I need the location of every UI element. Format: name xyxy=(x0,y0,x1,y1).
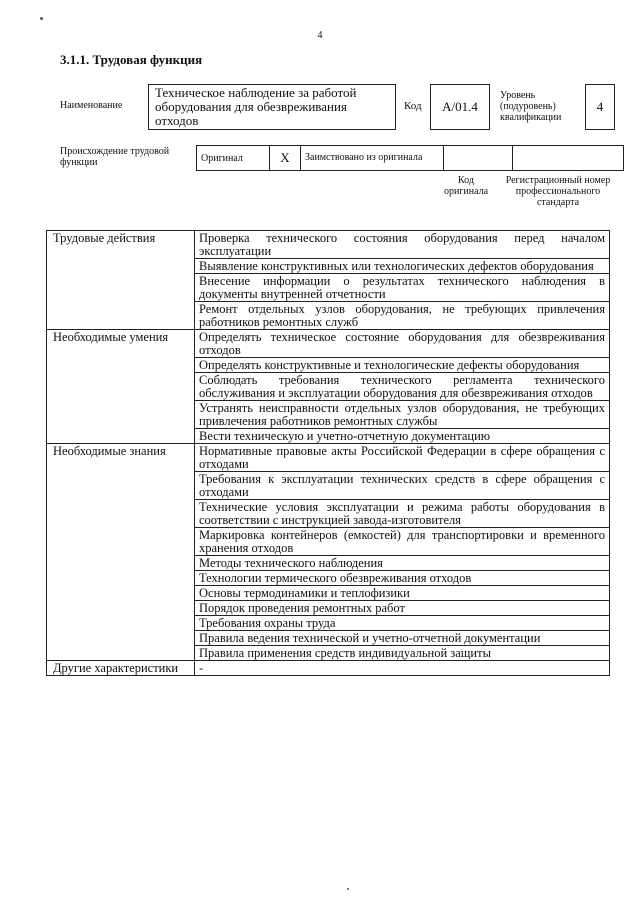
reg-number-cell xyxy=(513,146,624,171)
table-row xyxy=(47,330,610,358)
list-item: Порядок проведения ремонтных работ xyxy=(195,601,610,616)
list-item: Маркировка контейнеров (емкостей) для транспортировки и временного хранения отходов xyxy=(195,528,610,556)
qualification-level-box: 4 xyxy=(585,84,615,130)
competency-table xyxy=(46,230,610,676)
corner-mark xyxy=(40,17,43,20)
code-label: Код xyxy=(404,100,422,112)
code-caption: Код оригинала xyxy=(443,175,489,197)
bottom-mark xyxy=(347,888,349,890)
list-item: Определять техническое состояние оборудования для обезвреживания отходов xyxy=(195,330,610,358)
list-item: Методы технического наблюдения xyxy=(195,556,610,571)
list-item: Выявление конструктивных или технологических дефектов оборудования xyxy=(195,259,610,274)
list-item: Основы термодинамики и теплофизики xyxy=(195,586,610,601)
list-item: Нормативные правовые акты Российской Федерации в сфере обращения с отходами xyxy=(195,444,610,472)
name-label: Наименование xyxy=(60,100,123,111)
function-name-box: Техническое наблюдение за работой оборудования для обезвреживания отходов xyxy=(148,84,396,130)
list-item: Соблюдать требования технического регламента технического обслуживания и эксплуатации оборудования для обезвреживания отходов xyxy=(195,373,610,401)
original-mark: X xyxy=(270,146,301,171)
list-item: Определять конструктивные и технологические дефекты оборудования xyxy=(195,358,610,373)
table-row xyxy=(47,444,610,472)
list-item: Правила ведения технической и учетно-отчетной документации xyxy=(195,631,610,646)
list-item: Требования охраны труда xyxy=(195,616,610,631)
section-heading: Трудовые действия xyxy=(47,231,195,330)
original-label: Оригинал xyxy=(197,146,270,171)
list-item: - xyxy=(195,661,610,676)
section-heading: Необходимые умения xyxy=(47,330,195,444)
section-title: 3.1.1. Трудовая функция xyxy=(60,52,203,67)
reg-caption: Регистрационный номер профессионального стандарта xyxy=(505,175,611,208)
table-row xyxy=(47,231,610,259)
origin-label: Происхождение трудовой функции xyxy=(60,146,170,168)
table-row xyxy=(47,661,610,676)
qualification-level-label: Уровень (подуровень) квалификации xyxy=(500,90,562,123)
list-item: Устранять неисправности отдельных узлов оборудования, не требующих привлечения работников ремонтных службы xyxy=(195,401,610,429)
list-item: Ремонт отдельных узлов оборудования, не требующих привлечения работников ремонтных служб xyxy=(195,302,610,330)
original-code-cell xyxy=(444,146,513,171)
list-item: Технологии термического обезвреживания отходов xyxy=(195,571,610,586)
section-heading: Необходимые знания xyxy=(47,444,195,661)
list-item: Внесение информации о результатах технического наблюдения в документы внутренней отчетности xyxy=(195,274,610,302)
page-number: 4 xyxy=(317,30,323,41)
origin-table xyxy=(196,145,624,171)
list-item: Правила применения средств индивидуальной защиты xyxy=(195,646,610,661)
list-item: Технические условия эксплуатации и режима работы оборудования в соответствии с инструкцией завода-изготовителя xyxy=(195,500,610,528)
list-item: Требования к эксплуатации технических средств в сфере обращения с отходами xyxy=(195,472,610,500)
list-item: Проверка технического состояния оборудования перед началом эксплуатации xyxy=(195,231,610,259)
section-heading: Другие характеристики xyxy=(47,661,195,676)
list-item: Вести техническую и учетно-отчетную документацию xyxy=(195,429,610,444)
borrowed-label: Заимствовано из оригинала xyxy=(301,146,444,171)
function-code-box: А/01.4 xyxy=(430,84,490,130)
